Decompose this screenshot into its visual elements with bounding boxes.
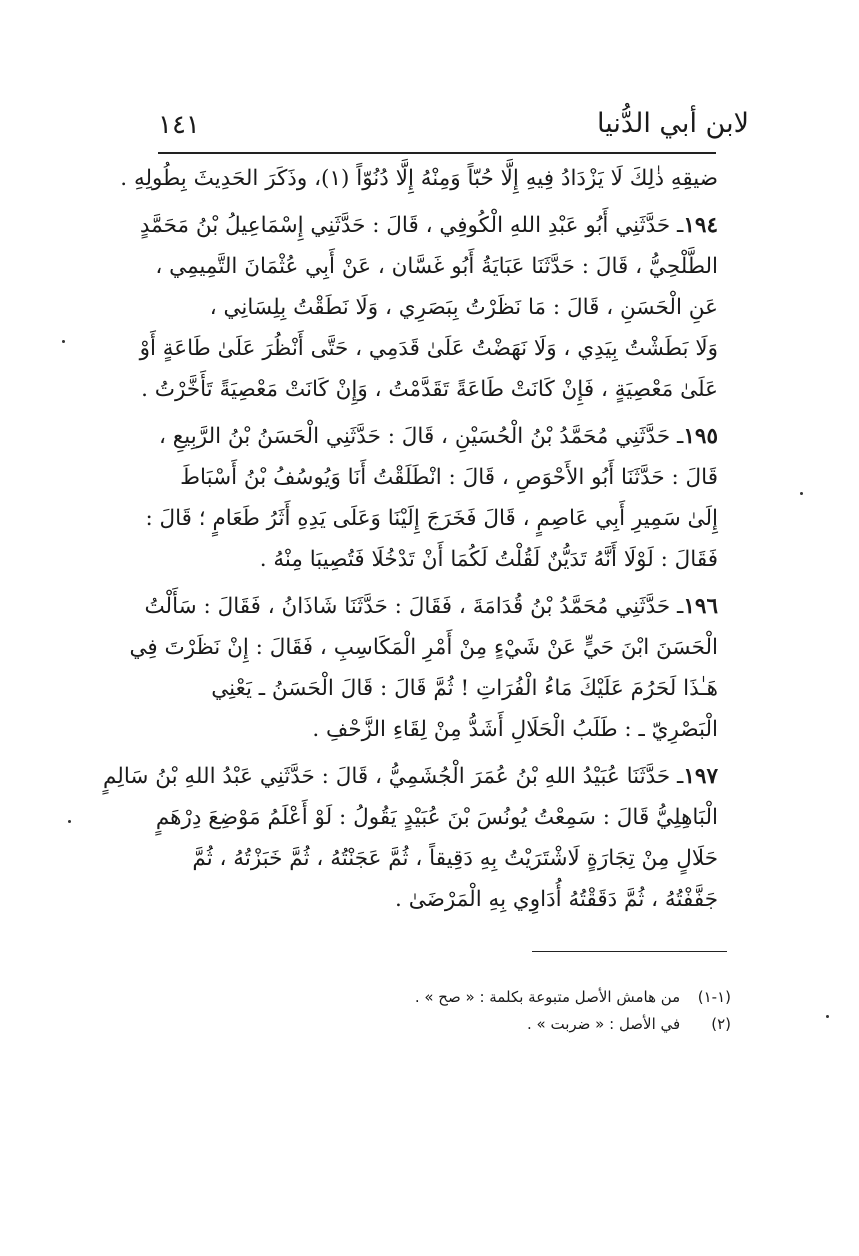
- text-line: الْبَصْرِيّ ـ : طَلَبُ الْحَلَالِ أَشَدُّ مِنْ لِقَاءِ الزَّحْفِ .: [312, 717, 718, 742]
- text-line-content: ـ حَدَّثَنِي أَبُو عَبْدِ اللهِ الْكُوفِي ، قَالَ : حَدَّثَنِي إِسْمَاعِيلُ بْنُ مَحَمَّدٍ: [139, 213, 684, 238]
- text-line: حَلَالٍ مِنْ تِجَارَةٍ لَاشْتَرَيْتُ بِهِ دَقِيقاً ، ثُمَّ عَجَنْتُهُ ، ثُمَّ خَبَزْتُهُ ، ثُمَّ: [192, 846, 718, 871]
- text-line: عَلَىٰ مَعْصِيَةٍ ، فَإِنْ كَانَتْ طَاعَةً تَقَدَّمْتُ ، وَإِنْ كَانَتْ مَعْصِيَةً تَأَخَّرْتُ .: [141, 377, 718, 402]
- text-line-content: ـ حَدَّثَنِي مُحَمَّدُ بْنُ الْحُسَيْنِ ، قَالَ : حَدَّثَنِي الْحَسَنُ بْنُ الرَّبِيعِ ،: [159, 424, 684, 449]
- page-number: ١٤١: [158, 110, 200, 140]
- scan-speck: [68, 820, 71, 823]
- text-line: ضيقِهِ ذٰلِكَ لَا يَزْدَادُ فِيهِ إِلَّا حُبّاً وَمِنْهُ إِلَّا دُنُوّاً (١)، وذَكَرَ الحَدِيثَ بِطُولِهِ .: [120, 166, 718, 191]
- text-line: [144, 586, 718, 627]
- text-line: إِلَىٰ سَمِيرِ أَبِي عَاصِمٍ ، قَالَ فَخَرَجَ إِلَيْنَا وَعَلَى يَدِهِ أَثَرُ طَعَامٍ ؛ قَالَ :: [145, 506, 718, 531]
- hadith-number: ١٩٦: [683, 594, 718, 619]
- header-rule: [158, 152, 716, 154]
- text-line: وَلَا بَطَشْتُ بِيَدِي ، وَلَا نَهَضْتُ عَلَىٰ قَدَمِي ، حَتَّى أَنْظُرَ عَلَىٰ طَاعَةٍ أَوْ: [139, 336, 718, 361]
- main-text: [102, 158, 718, 920]
- text-line-content: ـ حَدَّثَنِي مُحَمَّدُ بْنُ قُدَامَةَ ، فَقَالَ : حَدَّثَنَا شَاذَانُ ، فَقَالَ : سَأَلْتُ: [144, 594, 684, 619]
- scan-speck: [800, 492, 803, 495]
- footnote-mark: (٢): [711, 1015, 731, 1033]
- scan-speck: [62, 340, 65, 343]
- footnote-text: في الأصل : « ضربت » .: [527, 1015, 681, 1033]
- text-line: الْحَسَنَ ابْنَ حَيٍّ عَنْ شَيْءٍ مِنْ أَمْرِ الْمَكَاسِبِ ، فَقَالَ : إِنْ نَظَرْتَ فِي: [129, 635, 718, 660]
- text-line: عَنِ الْحَسَنِ ، قَالَ : مَا نَظَرْتُ بِبَصَرِي ، وَلَا نَطَقْتُ بِلِسَانِي ،: [209, 295, 718, 320]
- hadith-194: [139, 205, 718, 410]
- footnote-separator: [532, 951, 727, 952]
- hadith-number: ١٩٤: [683, 213, 718, 238]
- text-line-content: ـ حَدَّثَنَا عُبَيْدُ اللهِ بْنُ عُمَرَ الْجُشَمِيُّ ، قَالَ : حَدَّثَنِي عَبْدُ اللهِ بْنُ سَالِمٍ: [102, 764, 684, 789]
- running-header-title: لابن أبي الدُّنيا: [597, 108, 749, 139]
- hadith-195: [145, 416, 718, 580]
- footnotes: [311, 984, 731, 1038]
- text-line: الْبَاهِلِيُّ قَالَ : سَمِعْتُ يُونُسَ بْنَ عُبَيْدٍ يَقُولُ : لَوْ أَعْلَمُ مَوْضِعَ دِرْهَمٍ: [155, 805, 718, 830]
- text-line: قَالَ : حَدَّثَنَا أَبُو الأَحْوَصِ ، قَالَ : انْطَلَقْتُ أَنَا وَيُوسُفُ بْنُ أَسْبَاطَ: [180, 465, 718, 490]
- text-line: جَفَّفْتُهُ ، ثُمَّ دَقَقْتُهُ أُدَاوِي بِهِ الْمَرْضَىٰ .: [395, 887, 718, 912]
- text-line: الطَّلْحِيُّ ، قَالَ : حَدَّثَنَا عَبَايَةُ أَبُو غَسَّان ، عَنْ أَبِي عُثْمَانَ التَّمِيمِي ،: [155, 254, 718, 279]
- text-line: [156, 416, 718, 457]
- hadith-197: [102, 756, 718, 920]
- text-line: [102, 756, 718, 797]
- hadith-number: ١٩٥: [683, 424, 718, 449]
- footnote-item: [311, 984, 731, 1011]
- footnote-mark: (١-١): [697, 988, 731, 1006]
- footnote-text: من هامش الأصل متبوعة بكلمة : « صح » .: [414, 988, 681, 1006]
- scan-speck: [826, 1015, 829, 1018]
- continuation-paragraph: [120, 158, 718, 199]
- text-line: [139, 205, 718, 246]
- hadith-196: [129, 586, 718, 750]
- hadith-number: ١٩٧: [683, 764, 718, 789]
- text-line: فَقَالَ : لَوْلَا أَنَّهُ تَدَيُّنٌ لَقُلْتُ لَكُمَا أَنْ تَدْخُلَا فَتُصِيبَا مِنْهُ .: [259, 547, 718, 572]
- footnote-item: [311, 1011, 731, 1038]
- text-line: هَـٰذَا لَحَرُمَ عَلَيْكَ مَاءُ الْفُرَاتِ ! ثُمَّ قَالَ : قَالَ الْحَسَنُ ـ يَعْنِي: [211, 676, 718, 701]
